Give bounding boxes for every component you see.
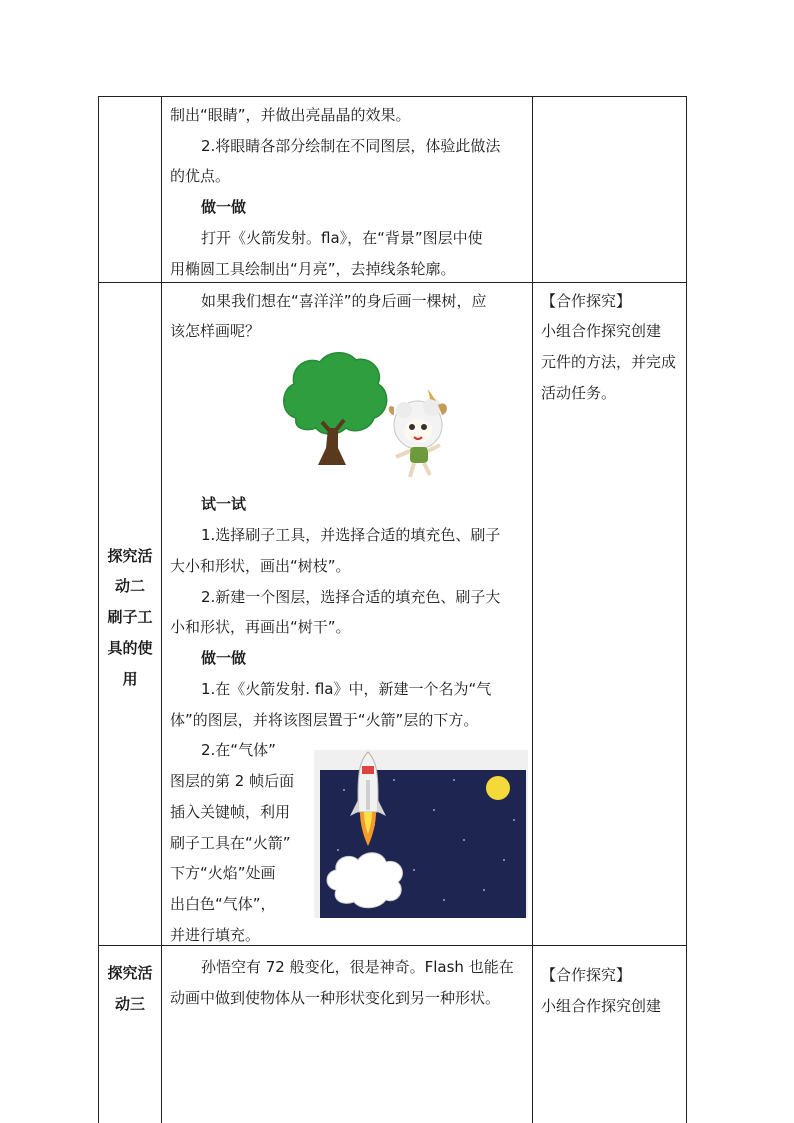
row1-line-3: 的优点。: [170, 167, 231, 185]
table-border-right: [686, 96, 687, 1123]
row2-label-3: 刷子工: [107, 608, 153, 626]
table-border-col2: [161, 96, 162, 1123]
row2-try-2a: 2.新建一个图层，选择合适的填充色、刷子大: [201, 588, 501, 606]
table-border-top: [98, 96, 687, 97]
row2-note-3: 元件的方法，并完成: [541, 353, 677, 371]
row2-side-1: 2.在“气体”: [201, 741, 276, 759]
row1-heading-do: 做一做: [201, 198, 247, 216]
row2-side-3: 插入关键帧，利用: [170, 803, 291, 821]
table-row-divider-2: [98, 945, 687, 946]
sheep-character-illustration: [384, 385, 454, 480]
row2-try-1a: 1.选择刷子工具，并选择合适的填充色、刷子: [201, 526, 501, 544]
row3-label-1: 探究活: [107, 964, 153, 982]
row2-label-5: 用: [122, 670, 138, 688]
row3-note-1: 【合作探究】: [541, 966, 632, 984]
row2-label-2: 动二: [114, 577, 145, 595]
row2-note-4: 活动任务。: [541, 384, 617, 402]
row2-do-1b: 体”的图层，并将该图层置于“火箭”层的下方。: [170, 711, 479, 729]
row2-intro-2: 该怎样画呢？: [170, 322, 261, 340]
row3-label-2: 动三: [114, 995, 145, 1013]
row2-intro-1: 如果我们想在“喜洋洋”的身后画一棵树，应: [201, 292, 487, 310]
table-row-divider-1: [98, 282, 687, 283]
row2-side-6: 出白色“气体”，: [170, 895, 276, 913]
row1-line-1: 制出“眼睛”，并做出亮晶晶的效果。: [170, 106, 411, 124]
row2-label-1: 探究活: [107, 547, 153, 565]
row3-line-1: 孙悟空有 72 般变化，很是神奇。Flash 也能在: [201, 958, 514, 976]
row2-do-1a: 1.在《火箭发射. fla》中，新建一个名为“气: [201, 680, 492, 698]
row2-try-1b: 大小和形状，画出“树枝”。: [170, 557, 351, 575]
row2-side-2: 图层的第 2 帧后面: [170, 772, 295, 790]
row2-heading-do: 做一做: [201, 649, 247, 667]
row2-side-5: 下方“火焰”处画: [170, 864, 276, 882]
row1-line-2: 2.将眼睛各部分绘制在不同图层，体验此做法: [201, 137, 501, 155]
row3-note-2: 小组合作探究创建: [541, 997, 662, 1015]
row1-line-5: 打开《火箭发射。fla》，在“背景”图层中使: [201, 229, 483, 247]
tree-illustration: [278, 348, 392, 473]
row2-label-4: 具的使: [107, 639, 153, 657]
table-border-col3: [532, 96, 533, 1123]
row3-line-2: 动画中做到使物体从一种形状变化到另一种形状。: [170, 989, 501, 1007]
row2-side-7: 并进行填充。: [170, 926, 261, 944]
table-border-left: [98, 96, 99, 1123]
row2-try-2b: 小和形状，再画出“树干”。: [170, 618, 351, 636]
rocket-night-illustration: [314, 750, 528, 918]
row2-side-4: 刷子工具在“火箭”: [170, 834, 291, 852]
row2-note-2: 小组合作探究创建: [541, 322, 662, 340]
row1-line-6: 用椭圆工具绘制出“月亮”，去掉线条轮廓。: [170, 260, 456, 278]
row2-heading-try: 试一试: [201, 495, 247, 513]
row2-note-1: 【合作探究】: [541, 292, 632, 310]
